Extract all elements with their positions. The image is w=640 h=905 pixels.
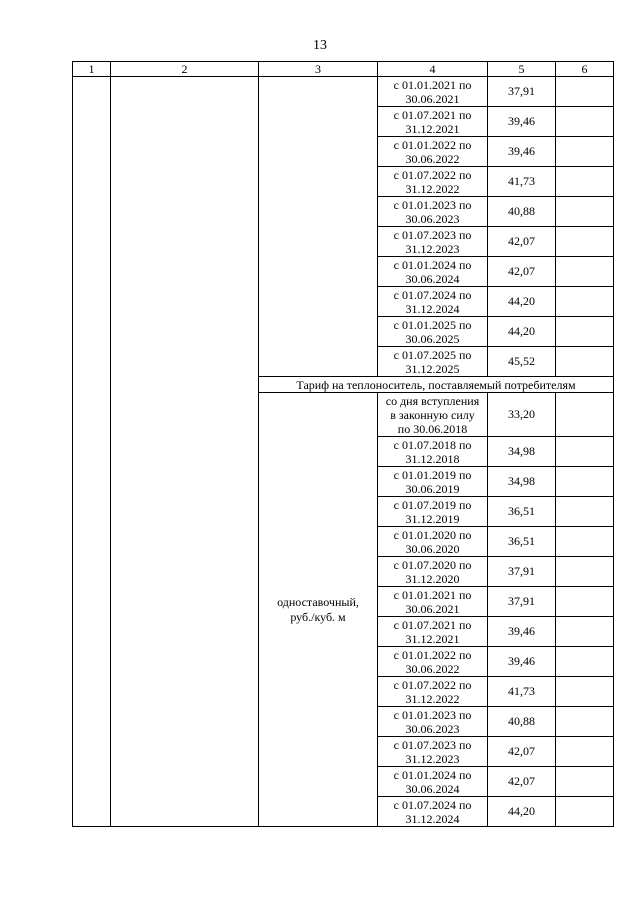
period-to: 31.12.2020: [405, 571, 460, 586]
rate-type-cell: [259, 393, 378, 827]
column-6-cell: [556, 587, 614, 617]
period-cell: [378, 797, 488, 827]
period-from: с 01.07.2019 по: [393, 497, 472, 512]
period-from: с 01.01.2024 по: [393, 767, 472, 782]
tariff-value: 37,91: [488, 77, 556, 107]
period-to: 31.12.2018: [405, 451, 460, 466]
column-6-cell: [556, 107, 614, 137]
column-6-cell: [556, 767, 614, 797]
tariff-table: [72, 61, 614, 827]
period-to: 30.06.2021: [405, 601, 460, 616]
tariff-value: 36,51: [488, 497, 556, 527]
period-from: с 01.07.2025 по: [393, 347, 472, 362]
period-from: с 01.07.2023 по: [393, 737, 472, 752]
period-line: со дня вступления: [385, 393, 480, 408]
column-6-cell: [556, 617, 614, 647]
period-cell: [378, 107, 488, 137]
period-to: 31.12.2024: [405, 301, 460, 316]
column-6-cell: [556, 317, 614, 347]
period-from: с 01.07.2024 по: [393, 797, 472, 812]
tariff-value: 44,20: [488, 287, 556, 317]
tariff-value: 40,88: [488, 707, 556, 737]
period-to: 30.06.2020: [405, 541, 460, 556]
period-cell: [378, 393, 488, 437]
period-to: 30.06.2024: [405, 781, 460, 796]
column-6-cell: [556, 797, 614, 827]
rate-type-unit: руб./куб. м: [290, 609, 346, 624]
period-to: 31.12.2021: [405, 121, 460, 136]
period-to: 31.12.2022: [405, 181, 460, 196]
period-cell: [378, 527, 488, 557]
tariff-value: 34,98: [488, 437, 556, 467]
column-6-cell: [556, 467, 614, 497]
column-6-cell: [556, 557, 614, 587]
period-cell: [378, 137, 488, 167]
period-from: с 01.07.2020 по: [393, 557, 472, 572]
period-from: с 01.01.2022 по: [393, 647, 472, 662]
tariff-value: 42,07: [488, 767, 556, 797]
column-6-cell: [556, 77, 614, 107]
period-cell: [378, 497, 488, 527]
period-to: 30.06.2021: [405, 91, 460, 106]
period-cell: [378, 587, 488, 617]
period-from: с 01.07.2018 по: [393, 437, 472, 452]
period-from: с 01.07.2021 по: [393, 107, 472, 122]
column-6-cell: [556, 137, 614, 167]
period-to: 30.06.2022: [405, 661, 460, 676]
column-6-cell: [556, 287, 614, 317]
column-6-cell: [556, 647, 614, 677]
column-header-1: 1: [73, 62, 111, 77]
period-cell: [378, 317, 488, 347]
period-to: 31.12.2023: [405, 241, 460, 256]
period-cell: [378, 467, 488, 497]
period-cell: [378, 257, 488, 287]
column-6-cell: [556, 167, 614, 197]
period-to: 31.12.2025: [405, 361, 460, 376]
period-to: 30.06.2024: [405, 271, 460, 286]
period-cell: [378, 347, 488, 377]
tariff-value: 39,46: [488, 617, 556, 647]
period-from: с 01.07.2024 по: [393, 287, 472, 302]
column-6-cell: [556, 677, 614, 707]
period-from: с 01.01.2020 по: [393, 527, 472, 542]
column-1-cell: [73, 77, 111, 827]
period-to: 31.12.2023: [405, 751, 460, 766]
period-cell: [378, 227, 488, 257]
table-row: [73, 77, 614, 107]
period-cell: [378, 737, 488, 767]
period-from: с 01.01.2021 по: [393, 587, 472, 602]
period-cell: [378, 287, 488, 317]
period-from: с 01.01.2022 по: [393, 137, 472, 152]
column-header-3: 3: [259, 62, 378, 77]
period-cell: [378, 557, 488, 587]
period-cell: [378, 197, 488, 227]
period-line: по 30.06.2018: [397, 421, 468, 436]
period-from: с 01.07.2022 по: [393, 167, 472, 182]
column-6-cell: [556, 437, 614, 467]
tariff-value: 41,73: [488, 677, 556, 707]
period-line: в законную силу: [390, 407, 475, 422]
period-cell: [378, 437, 488, 467]
tariff-value: 34,98: [488, 467, 556, 497]
column-3-cell: [259, 77, 378, 377]
table-body: [73, 77, 614, 827]
period-from: с 01.01.2023 по: [393, 197, 472, 212]
period-from: с 01.01.2023 по: [393, 707, 472, 722]
page-number: 13: [313, 38, 327, 53]
tariff-value: 40,88: [488, 197, 556, 227]
period-to: 31.12.2024: [405, 811, 460, 826]
column-6-cell: [556, 227, 614, 257]
period-cell: [378, 617, 488, 647]
tariff-value: 37,91: [488, 587, 556, 617]
period-from: с 01.01.2024 по: [393, 257, 472, 272]
period-cell: [378, 677, 488, 707]
tariff-value: 39,46: [488, 647, 556, 677]
tariff-value: 44,20: [488, 317, 556, 347]
period-from: с 01.01.2019 по: [393, 467, 472, 482]
column-header-5: 5: [488, 62, 556, 77]
section-subheading: Тариф на теплоноситель, поставляемый потребителям: [259, 377, 614, 393]
period-from: с 01.07.2022 по: [393, 677, 472, 692]
period-from: с 01.07.2021 по: [393, 617, 472, 632]
tariff-value: 42,07: [488, 227, 556, 257]
column-6-cell: [556, 257, 614, 287]
column-header-2: 2: [111, 62, 259, 77]
column-header-4: 4: [378, 62, 488, 77]
tariff-value: 45,52: [488, 347, 556, 377]
period-to: 30.06.2025: [405, 331, 460, 346]
column-6-cell: [556, 197, 614, 227]
period-from: с 01.07.2023 по: [393, 227, 472, 242]
period-from: с 01.01.2021 по: [393, 77, 472, 92]
tariff-value: 44,20: [488, 797, 556, 827]
period-cell: [378, 767, 488, 797]
period-cell: [378, 167, 488, 197]
period-to: 31.12.2019: [405, 511, 460, 526]
period-to: 30.06.2023: [405, 211, 460, 226]
tariff-value: 39,46: [488, 107, 556, 137]
column-6-cell: [556, 497, 614, 527]
tariff-value: 42,07: [488, 737, 556, 767]
tariff-value: 37,91: [488, 557, 556, 587]
rate-type-name: одноставочный,: [277, 594, 359, 609]
period-to: 31.12.2022: [405, 691, 460, 706]
tariff-value: 36,51: [488, 527, 556, 557]
column-6-cell: [556, 527, 614, 557]
column-6-cell: [556, 707, 614, 737]
period-to: 30.06.2022: [405, 151, 460, 166]
tariff-value: 42,07: [488, 257, 556, 287]
column-number-row: [73, 62, 614, 77]
column-6-cell: [556, 347, 614, 377]
period-to: 31.12.2021: [405, 631, 460, 646]
period-cell: [378, 647, 488, 677]
period-to: 30.06.2019: [405, 481, 460, 496]
period-to: 30.06.2023: [405, 721, 460, 736]
tariff-value: 33,20: [488, 393, 556, 437]
column-header-6: 6: [556, 62, 614, 77]
period-cell: [378, 77, 488, 107]
tariff-value: 41,73: [488, 167, 556, 197]
period-from: с 01.01.2025 по: [393, 317, 472, 332]
column-6-cell: [556, 393, 614, 437]
period-cell: [378, 707, 488, 737]
tariff-value: 39,46: [488, 137, 556, 167]
column-6-cell: [556, 737, 614, 767]
column-2-cell: [111, 77, 259, 827]
